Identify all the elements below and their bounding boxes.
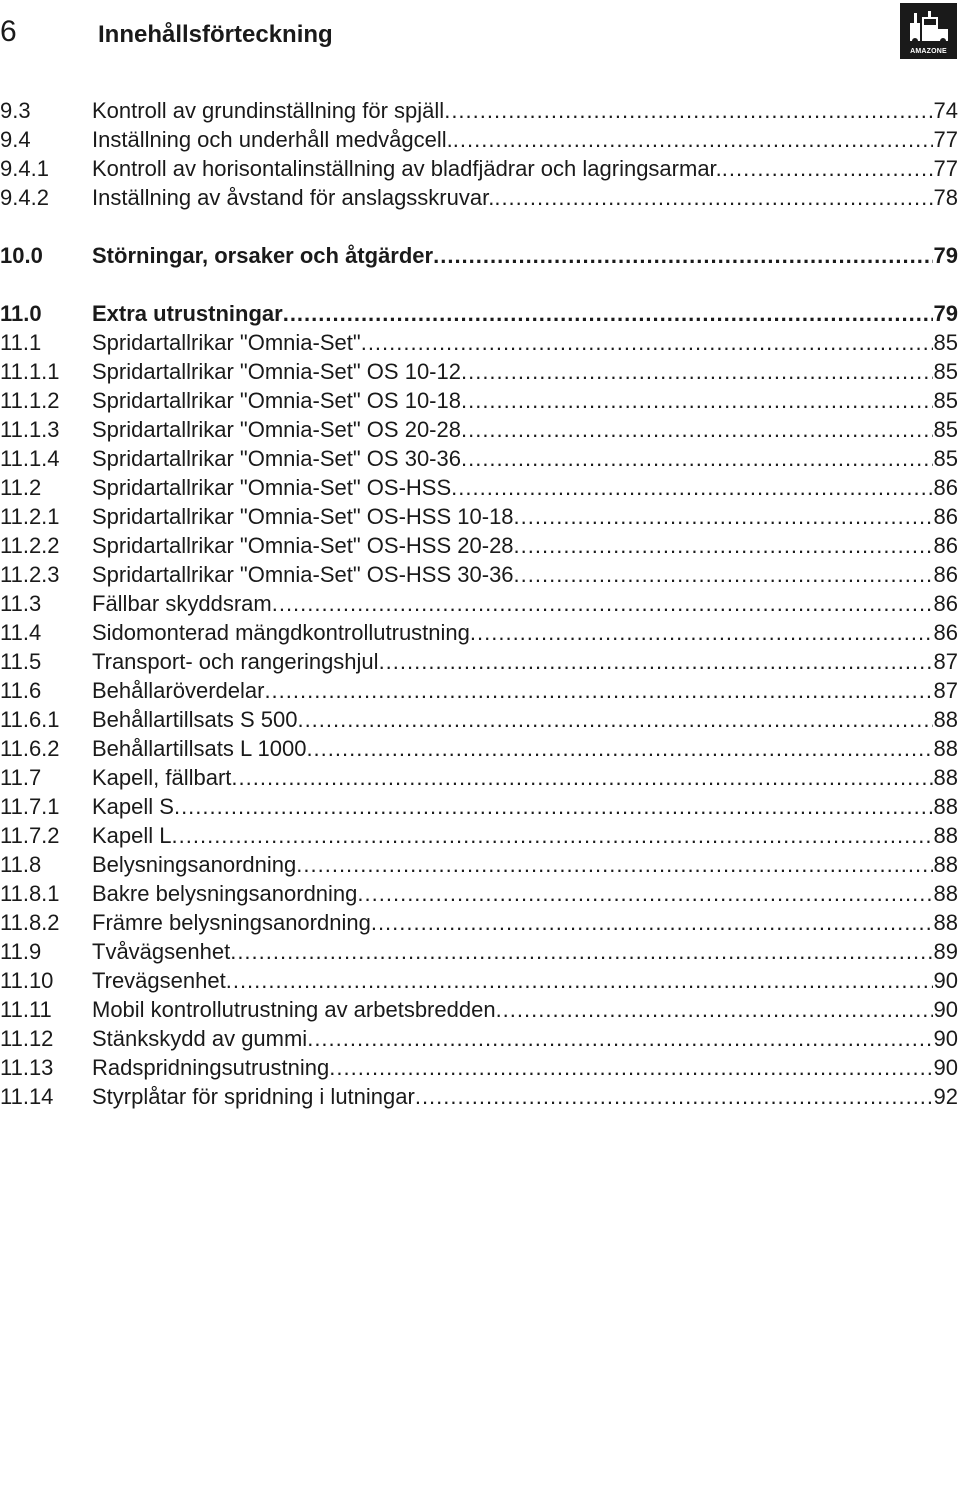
toc-entry-page: 85 (933, 417, 958, 442)
toc-entry-number: 11.1.4 (0, 446, 60, 471)
toc-entry[interactable] (0, 851, 958, 879)
toc-entry-line (92, 503, 958, 531)
toc-entry-number: 9.4 (0, 127, 31, 152)
toc-entry-label: Extra utrustningar (92, 301, 283, 326)
toc-leader-dots (514, 532, 933, 560)
page-header (0, 0, 960, 70)
page-title: Innehållsförteckning (98, 21, 333, 48)
toc-entry-line (92, 329, 958, 357)
toc-leader-dots (296, 851, 932, 879)
toc-entry[interactable] (0, 503, 958, 531)
toc-leader-dots (494, 184, 932, 212)
toc-leader-dots (230, 938, 932, 966)
toc-entry-page: 90 (933, 1026, 958, 1051)
toc-entry-label: Kontroll av horisontalinställning av bladfjädrar och lagringsarmar. (92, 156, 722, 181)
toc-entry-number: 11.8.1 (0, 881, 60, 906)
toc-leader-dots (174, 793, 933, 821)
toc-entry[interactable] (0, 764, 958, 792)
toc-entry[interactable] (0, 1083, 958, 1111)
toc-entry-line (92, 648, 958, 676)
toc-entry-number: 11.6.1 (0, 707, 60, 732)
toc-entry-label: Tvåvägsenhet (92, 939, 231, 964)
toc-leader-dots (329, 1054, 932, 1082)
toc-entry[interactable] (0, 822, 958, 850)
toc-entry[interactable] (0, 938, 958, 966)
toc-leader-dots (461, 416, 933, 444)
toc-leader-dots (361, 329, 933, 357)
toc-entry-number: 11.1.1 (0, 359, 60, 384)
toc-entry-label: Kontroll av grundinställning för spjäll (92, 98, 445, 123)
toc-entry-line (92, 561, 958, 589)
toc-entry-line (92, 126, 958, 154)
toc-entry-label: Spridartallrikar "Omnia-Set" OS 10-18 (92, 388, 461, 413)
toc-entry-label: Kapell L (92, 823, 172, 848)
toc-entry[interactable] (0, 909, 958, 937)
toc-entry-line (92, 97, 958, 125)
toc-entry-label: Spridartallrikar "Omnia-Set" OS-HSS 10-18 (92, 504, 514, 529)
toc-leader-dots (283, 300, 933, 328)
toc-entry[interactable] (0, 590, 958, 618)
toc-entry[interactable] (0, 329, 958, 357)
toc-entry-number: 11.2.3 (0, 562, 60, 587)
toc-entry-line (92, 590, 958, 618)
toc-entry-label: Spridartallrikar "Omnia-Set" OS-HSS 20-28 (92, 533, 514, 558)
toc-entry-page: 92 (933, 1084, 958, 1109)
toc-entry-number: 11.9 (0, 939, 42, 964)
toc-leader-dots (172, 822, 933, 850)
toc-entry-number: 11.10 (0, 968, 54, 993)
toc-entry[interactable] (0, 735, 958, 763)
toc-leader-dots (496, 996, 933, 1024)
toc-entry[interactable] (0, 474, 958, 502)
toc-entry-label: Kapell, fällbart (92, 765, 232, 790)
toc-leader-dots (264, 677, 932, 705)
toc-entry-line (92, 358, 958, 386)
toc-entry-line (92, 764, 958, 792)
toc-entry-page: 86 (933, 533, 958, 558)
toc-entry-label: Fällbar skyddsram (92, 591, 272, 616)
toc-entry[interactable] (0, 358, 958, 386)
toc-entry-page: 89 (933, 939, 958, 964)
toc-leader-dots (461, 445, 933, 473)
toc-entry-label: Spridartallrikar "Omnia-Set" (92, 330, 361, 355)
toc-leader-dots (306, 735, 932, 763)
toc-leader-dots (379, 648, 933, 676)
toc-entry-number: 11.7 (0, 765, 42, 790)
toc-leader-dots (514, 561, 933, 589)
toc-entry-page: 88 (933, 910, 958, 935)
toc-entry-number: 11.6 (0, 678, 42, 703)
toc-entry-number: 11.11 (0, 997, 52, 1022)
toc-entry-line (92, 677, 958, 705)
toc-entry[interactable] (0, 126, 958, 154)
toc-entry-number: 11.4 (0, 620, 42, 645)
toc-entry-number: 11.14 (0, 1084, 54, 1109)
toc-entry-number: 11.7.2 (0, 823, 60, 848)
toc-entry[interactable] (0, 155, 958, 183)
toc-entry-page: 90 (933, 1055, 958, 1080)
toc-entry-label: Behållartillsats L 1000 (92, 736, 307, 761)
toc-entry-line (92, 155, 958, 183)
logo-wordmark: AMAZONE (910, 48, 947, 55)
toc-entry-page: 86 (933, 504, 958, 529)
toc-entry-line (92, 532, 958, 560)
toc-entry-line (92, 851, 958, 879)
toc-entry-line (92, 416, 958, 444)
toc-entry-label: Kapell S (92, 794, 174, 819)
toc-entry-page: 90 (933, 968, 958, 993)
toc-entry-page: 85 (933, 388, 958, 413)
toc-entry-label: Behållaröverdelar (92, 678, 265, 703)
toc-entry-label: Spridartallrikar "Omnia-Set" OS-HSS (92, 475, 452, 500)
toc-entry-number: 11.8.2 (0, 910, 60, 935)
toc-entry-page: 88 (933, 823, 958, 848)
toc-leader-dots (444, 97, 932, 125)
toc-entry-number: 11.7.1 (0, 794, 60, 819)
toc-entry-line (92, 996, 958, 1024)
toc-entry-label: Bakre belysningsanordning (92, 881, 358, 906)
toc-entry-page: 74 (933, 98, 958, 123)
toc-entry-line (92, 938, 958, 966)
toc-entry-page: 86 (933, 591, 958, 616)
toc-entry-label: Trevägsenhet (92, 968, 226, 993)
toc-entry-number: 11.2.2 (0, 533, 60, 558)
toc-leader-dots (231, 764, 932, 792)
toc-entry-number: 11.1.3 (0, 417, 60, 442)
toc-entry[interactable] (0, 97, 958, 125)
toc-entry-page: 86 (933, 620, 958, 645)
toc-entry-number: 10.0 (0, 243, 43, 268)
toc-leader-dots (451, 474, 932, 502)
logo-emblem-icon (900, 3, 957, 47)
toc-entry-line (92, 880, 958, 908)
page-number: 6 (0, 15, 17, 48)
toc-entry-label: Transport- och rangeringshjul (92, 649, 379, 674)
toc-leader-dots (453, 126, 933, 154)
toc-entry-label: Radspridningsutrustning (92, 1055, 330, 1080)
toc-leader-dots (461, 358, 933, 386)
toc-entry[interactable] (0, 648, 958, 676)
toc-entry-line (92, 300, 958, 328)
toc-entry-number: 11.6.2 (0, 736, 60, 761)
toc-entry[interactable] (0, 532, 958, 560)
toc-entry-number: 11.2 (0, 475, 42, 500)
toc-entry-line (92, 445, 958, 473)
toc-entry[interactable] (0, 996, 958, 1024)
toc-entry-page: 86 (933, 562, 958, 587)
toc-entry[interactable] (0, 445, 958, 473)
toc-entry-page: 88 (933, 765, 958, 790)
toc-leader-dots (722, 155, 933, 183)
toc-entry-line (92, 387, 958, 415)
toc-entry-number: 11.13 (0, 1055, 54, 1080)
toc-entry-number: 11.8 (0, 852, 42, 877)
toc-leader-dots (415, 1083, 933, 1111)
toc-entry-page: 85 (933, 330, 958, 355)
toc-leader-dots (357, 880, 932, 908)
toc-entry-number: 9.3 (0, 98, 31, 123)
toc-leader-dots (470, 619, 933, 647)
toc-entry-line (92, 735, 958, 763)
toc-entry-line (92, 619, 958, 647)
toc-entry-line (92, 242, 958, 270)
toc-entry-number: 9.4.2 (0, 185, 49, 210)
toc-entry-page: 87 (933, 678, 958, 703)
toc-entry-page: 88 (933, 881, 958, 906)
toc-entry-page: 88 (933, 852, 958, 877)
toc-entry-number: 11.1 (0, 330, 42, 355)
toc-entry-page: 78 (933, 185, 958, 210)
toc-entry[interactable] (0, 793, 958, 821)
toc-entry-page: 90 (933, 997, 958, 1022)
toc-entry-label: Spridartallrikar "Omnia-Set" OS 10-12 (92, 359, 461, 384)
toc-entry-page: 79 (933, 301, 958, 326)
toc-entry-page: 88 (933, 794, 958, 819)
toc-entry-label: Främre belysningsanordning (92, 910, 371, 935)
toc-entry[interactable] (0, 300, 958, 328)
toc-entry-line (92, 793, 958, 821)
toc-entry-line (92, 184, 958, 212)
toc-entry-page: 86 (933, 475, 958, 500)
toc-entry[interactable] (0, 561, 958, 589)
toc-entry-label: Sidomonterad mängdkontrollutrustning (92, 620, 470, 645)
toc-entry[interactable] (0, 387, 958, 415)
toc-entry-label: Spridartallrikar "Omnia-Set" OS 20-28 (92, 417, 461, 442)
toc-entry-page: 88 (933, 707, 958, 732)
toc-entry-number: 11.1.2 (0, 388, 60, 413)
toc-entry[interactable] (0, 967, 958, 995)
toc-entry-line (92, 706, 958, 734)
toc-entry-number: 11.5 (0, 649, 42, 674)
toc-entry-line (92, 1083, 958, 1111)
toc-entry-label: Störningar, orsaker och åtgärder (92, 243, 434, 268)
toc-entry-line (92, 474, 958, 502)
toc-entry-number: 9.4.1 (0, 156, 49, 181)
toc-entry[interactable] (0, 242, 958, 270)
toc-entry-page: 85 (933, 446, 958, 471)
toc-entry-label: Inställning av åvstand för anslagsskruvar. (92, 185, 495, 210)
toc-entry-label: Spridartallrikar "Omnia-Set" OS 30-36 (92, 446, 461, 471)
toc-leader-dots (297, 706, 932, 734)
toc-entry-line (92, 1025, 958, 1053)
toc-entry[interactable] (0, 1054, 958, 1082)
toc-entry-label: Inställning och underhåll medvågcell. (92, 127, 453, 152)
toc-entry-page: 77 (933, 156, 958, 181)
toc-entry[interactable] (0, 706, 958, 734)
toc-entry-page: 85 (933, 359, 958, 384)
toc-entry-label: Behållartillsats S 500 (92, 707, 298, 732)
toc-entry-label: Belysningsanordning (92, 852, 297, 877)
toc-entry-number: 11.12 (0, 1026, 54, 1051)
toc-entry-label: Stänkskydd av gummi (92, 1026, 308, 1051)
toc-entry-line (92, 822, 958, 850)
toc-entry[interactable] (0, 619, 958, 647)
toc-leader-dots (461, 387, 933, 415)
toc-leader-dots (307, 1025, 932, 1053)
toc-leader-dots (226, 967, 933, 995)
toc-entry-number: 11.0 (0, 301, 42, 326)
toc-entry-page: 79 (933, 243, 958, 268)
toc-entry[interactable] (0, 677, 958, 705)
amazone-logo-icon (900, 3, 957, 59)
toc-entry-line (92, 909, 958, 937)
toc-leader-dots (433, 242, 932, 270)
toc-entry[interactable] (0, 416, 958, 444)
toc-entry-page: 77 (933, 127, 958, 152)
toc-entry[interactable] (0, 880, 958, 908)
toc-entry-number: 11.3 (0, 591, 42, 616)
toc-entry-label: Styrplåtar för spridning i lutningar (92, 1084, 415, 1109)
toc-entry-line (92, 1054, 958, 1082)
toc-entry-line (92, 967, 958, 995)
toc-entry-label: Spridartallrikar "Omnia-Set" OS-HSS 30-36 (92, 562, 514, 587)
toc-entry-label: Mobil kontrollutrustning av arbetsbredden (92, 997, 496, 1022)
toc-leader-dots (371, 909, 933, 937)
toc-entry[interactable] (0, 184, 958, 212)
toc-leader-dots (514, 503, 933, 531)
toc-entry-page: 87 (933, 649, 958, 674)
toc-leader-dots (272, 590, 933, 618)
toc-entry-number: 11.2.1 (0, 504, 60, 529)
toc-entry[interactable] (0, 1025, 958, 1053)
toc-entry-page: 88 (933, 736, 958, 761)
